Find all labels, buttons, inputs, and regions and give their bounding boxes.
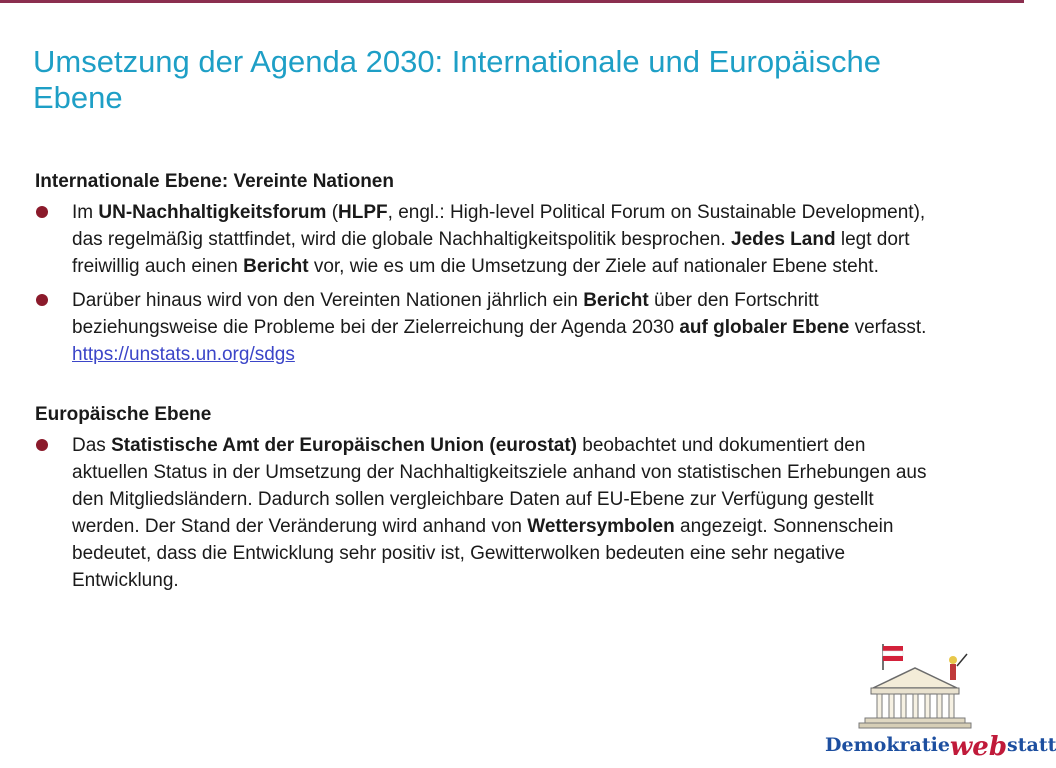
logo-wordmark	[825, 728, 1056, 762]
text: verfasst.	[849, 317, 927, 338]
text: , engl.: High-level Political Forum on Sustainable Development), das regelmäßig stattfindet, wird die globale Nachhaltigkeitspolitik besprochen.	[72, 202, 926, 250]
text: über den Fortschritt beziehungsweise die Probleme bei der Zielerreichung der Agenda 2030	[72, 290, 819, 338]
bold-text: Bericht	[243, 256, 309, 277]
slide-title: Umsetzung der Agenda 2030: Internationale und Europäische Ebene	[33, 44, 881, 115]
text: beobachtet und dokumentiert den aktuellen Status in der Umsetzung der Nachhaltigkeitsziele anhand von statistischen Erhebungen aus den Mitgliedsländern. Dadurch sollen vergleichbare Daten auf EU-Ebene zur Verfügung gestellt werden. Der Stand der Veränderung wird anhand von	[72, 435, 927, 537]
bold-text: Jedes Land	[731, 229, 836, 250]
logo-part-statt: statt	[1007, 734, 1056, 756]
bold-text: auf globaler Ebene	[679, 317, 850, 338]
bullet-icon	[36, 206, 48, 218]
bold-text: Statistische Amt der Europäischen Union (eurostat)	[111, 435, 578, 456]
slide-content	[35, 168, 935, 601]
bold-text: UN-Nachhaltigkeitsforum	[98, 202, 327, 223]
list-item	[35, 287, 935, 368]
text: Im	[72, 202, 99, 223]
text: Das	[72, 435, 112, 456]
european-heading: Europäische Ebene	[35, 404, 212, 425]
bold-text: Bericht	[583, 290, 649, 311]
parliament-building-icon	[825, 640, 1020, 732]
text: (	[326, 202, 339, 223]
european-list	[35, 432, 935, 594]
text: legt dort freiwillig auch einen	[72, 229, 910, 277]
bold-text: Wettersymbolen	[527, 516, 675, 537]
international-list	[35, 199, 935, 368]
bold-text: HLPF	[338, 202, 388, 223]
list-item	[35, 432, 935, 594]
top-accent-bar	[0, 0, 1024, 3]
text: Darüber hinaus wird von den Vereinten Nationen jährlich ein	[72, 290, 584, 311]
demokratiewebstatt-logo	[825, 640, 1056, 768]
unstats-link[interactable]: https://unstats.un.org/sdgs	[72, 344, 295, 365]
list-item	[35, 199, 935, 280]
bullet-icon	[36, 294, 48, 306]
logo-part-demokratie: Demokratie	[825, 734, 950, 756]
bullet-icon	[36, 439, 48, 451]
text: angezeigt. Sonnenschein bedeutet, dass die Entwicklung sehr positiv ist, Gewitterwolken bedeuten eine sehr negative Entwicklung.	[72, 516, 894, 591]
logo-part-web: web	[949, 732, 1008, 762]
text: vor, wie es um die Umsetzung der Ziele auf nationaler Ebene steht.	[308, 256, 879, 277]
international-heading: Internationale Ebene: Vereinte Nationen	[35, 171, 394, 192]
